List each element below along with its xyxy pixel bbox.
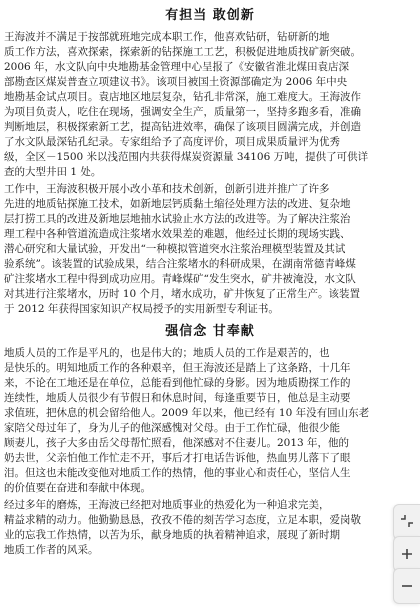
- paragraph-line: 工作中，王海波积极开展小改小革和技术创新，创新引进并推广了许多: [4, 183, 330, 195]
- paragraph-line: 为项目负责人，吃住在现场，强调安全生产，质量第一，坚持多跑多看，准确: [4, 106, 361, 118]
- paragraph-line: 地勘基金试点项目。袁店地区地层复杂，钻孔非常深，施工难度大。王海波作: [4, 91, 361, 103]
- paragraph-line: 顾妻儿，孩子大多由岳父母帮忙照看，他深感对不住妻儿。2013 年，他的: [4, 437, 350, 449]
- paragraph-line: 验系统”。该装置的试验成果，结合注浆堵水的科研成果，在湖南常德青峰煤: [4, 258, 356, 270]
- paragraph-line: 对其进行注浆堵水，历时 10 个月，堵水成功，矿井恢复了正常生产。该装置: [4, 288, 361, 300]
- paragraph-line: 于 2012 年获得国家知识产权局授予的实用新型专利证书。: [4, 303, 279, 315]
- paragraph-line: 级，全区－1500 米以浅范围内共获得煤炭资源量 34106 万吨，提供了可供详: [4, 151, 369, 163]
- paragraph-line: 矿注浆堵水工程中得到成功应用。青峰煤矿“发生突水，矿井被淹没，水文队: [4, 273, 356, 285]
- paragraph-line: 查的大型井田 1 处。: [4, 166, 102, 178]
- paragraph-line: 部勘查区煤炭普查立项建议书》。该项目被国土资源部确定为 2006 年中央: [4, 76, 348, 88]
- collapse-arrows-icon: [400, 513, 414, 532]
- paragraph-line: 是快乐的。明知地质工作的各种艰辛，但王海波还是踏上了这条路，十几年: [4, 362, 351, 374]
- paragraph-line: 业的忘我工作热情，以苦为乐，献身地质的执着精神追求，展现了新时期: [4, 529, 340, 541]
- section-heading-1: 有担当 敢创新: [165, 8, 255, 23]
- paragraph-line: 了水文队最深钻孔纪录。专家组给予了高度评价，项目成果质量评为优秀: [4, 136, 340, 148]
- paragraph-line: 泪。但这也未能改变他对地质工作的热情，他的事业心和责任心，坚信人生: [4, 467, 351, 479]
- paragraph-line: 来，不论在工地还是在单位，总能看到他忙碌的身影。因为地质勘探工作的: [4, 377, 351, 389]
- paragraph-line: 地质人员的工作是平凡的，也是伟大的；地质人员的工作是艰苦的，也: [4, 347, 330, 359]
- paragraph-line: 经过多年的磨炼，王海波已经把对地质事业的热爱化为一种追求完美，: [4, 499, 330, 511]
- paragraph-line: 2006 年，水文队向中央地勘基金管理中心呈报了《安徽省淮北煤田袁店深: [4, 61, 350, 73]
- paragraph-line: 的价值要在奋进和奉献中体现。: [4, 482, 151, 494]
- paragraph-line: 奶去世，父亲怕他工作忙走不开，事后才打电话告诉他，热血男儿落下了眼: [4, 452, 351, 464]
- paragraph-line: 潜心研究和大量试验，开发出“一种模拟管道突水注浆治理模型装置及其试: [4, 243, 346, 255]
- paragraph-line: 判断地层，积极探索新工艺，提高钻进效率，确保了该项目圆满完成，并创造: [4, 121, 361, 133]
- paragraph-line: 先进的地质钻探施工技术，如新地层钙质黏土缩径处理方法的改进、复杂地: [4, 198, 351, 210]
- zoom-out-button[interactable]: [393, 568, 420, 604]
- paragraph-line: 地质工作者的风采。: [4, 544, 99, 556]
- paragraph-line: 求值班，把休息的机会留给他人。2009 年以来，他已经有 10 年没有回山东老: [4, 407, 370, 419]
- paragraph-line: 精益求精的动力。他勤勤恳恳，孜孜不倦的刻苦学习态度，立足本职，爱岗敬: [4, 514, 361, 526]
- zoom-in-button[interactable]: [393, 536, 420, 572]
- section-heading-2: 强信念 甘奉献: [165, 324, 255, 339]
- collapse-button[interactable]: [393, 504, 420, 540]
- paragraph-line: 家陪父母过年了，身为儿子的他深感愧对父母。由于工作忙碌，他很少能: [4, 422, 340, 434]
- paragraph-line: 连续性，地质人员很少有节假日和休息时间，每逢重要节日，他总是主动要: [4, 392, 351, 404]
- paragraph-line: 王海波并不满足于按部就班地完成本职工作，他喜欢钻研，钻研新的地: [4, 31, 330, 43]
- minus-icon: [401, 577, 413, 596]
- plus-icon: [401, 545, 413, 564]
- paragraph-line: 理工程中各种管道流造成注浆堵水效果差的难题，他经过长期的现场实践、: [4, 228, 351, 240]
- paragraph-line: 质工作方法，喜欢探索，探索新的钻探施工工艺，积极促进地质找矿新突破。: [4, 46, 361, 58]
- paragraph-line: 层打捞工具的改进及新地层地抽水试验止水方法的改进等。为了解决注浆治: [4, 213, 351, 225]
